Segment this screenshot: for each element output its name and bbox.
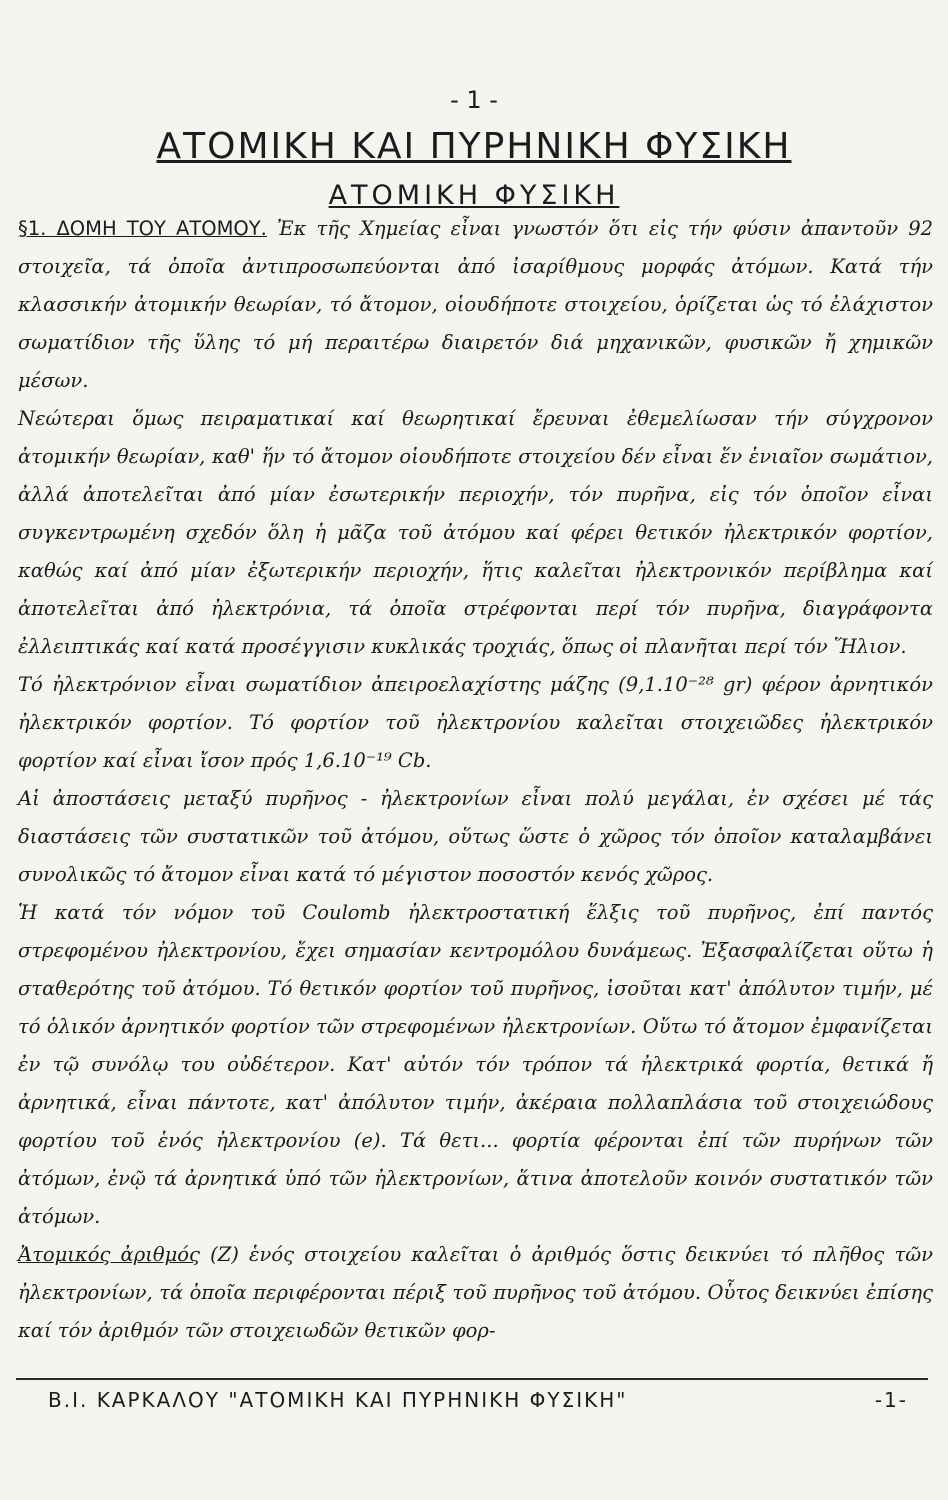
paragraph-2: Νεώτεραι ὅμως πειραματικαί καί θεωρητικαί ἔρευναι ἐθεμελίωσαν τήν σύγχρονον ἀτομικήν θεωρίαν, καθ' ἥν τό ἄτομον οἱουδήποτε στοιχείου δέν εἶναι ἕν ἑνιαῖον σωμάτιον, ἀλλά ἀποτελεῖται ἀπό μίαν ἐσωτερικήν περιοχήν, τόν πυρῆνα, εἰς τόν ὁποῖον εἶναι συγκεντρωμένη σχεδόν ὅλη ἡ μᾶζα τοῦ ἀτόμου καί φέρει θετικόν ἠλεκτρικόν φορτίον, καθώς καί ἀπό μίαν ἐξωτερικήν περιοχήν, ἥτις καλεῖται ἠλεκτρονικόν περίβλημα καί ἀποτελεῖται ἀπό ἠλεκτρόνια, τά ὁποῖα στρέφονται περί τόν πυρῆνα, διαγράφοντα ἐλλειπτικάς καί κατά προσέγγισιν κυκλικάς τροχιάς, ὅπως οἱ πλανῆται περί τόν Ἥλιον. — [18, 407, 933, 659]
footer — [48, 1388, 908, 1412]
body-text — [18, 210, 933, 1350]
page-title: ΑΤΟΜΙΚΗ ΚΑΙ ΠΥΡΗΝΙΚΗ ΦΥΣΙΚΗ — [156, 126, 792, 167]
paragraph-5: Ἡ κατά τόν νόμον τοῦ Coulomb ἠλεκτροστατική ἕλξις τοῦ πυρῆνος, ἐπί παντός στρεφομένου ἠλεκτρονίου, ἔχει σημασίαν κεντρομόλου δυνάμεως. Ἐξασφαλίζεται οὕτω ἡ σταθερότης τοῦ ἀτόμου. Τό θετικόν φορτίον τοῦ πυρῆνος, ἰσοῦται κατ' ἀπόλυτον τιμήν, μέ τό ὁλικόν ἀρνητικόν φορτίον τῶν στρεφομένων ἠλεκτρονίων. Οὕτω τό ἄτομον ἐμφανίζεται ἐν τῷ συνόλῳ του οὐδέτερον. Κατ' αὐτόν τόν τρόπον τά ἠλεκτρικά φορτία, θετικά ἤ ἀρνητικά, εἶναι πάντοτε, κατ' ἀπόλυτον τιμήν, ἀκέραια πολλαπλάσια τοῦ στοιχειώδους φορτίου τοῦ ἑνός ἠλεκτρονίου (e). Τά θετι... φορτία φέρονται ἐπί τῶν πυρήνων τῶν ἀτόμων, ἐνῷ τά ἀρνητικά ὑπό τῶν ἠλεκτρονίων, ἅτινα ἀποτελοῦν κοινόν συστατικόν τῶν ἀτόμων. — [18, 901, 933, 1229]
paragraph-4: Αἱ ἀποστάσεις μεταξύ πυρῆνος - ἠλεκτρονίων εἶναι πολύ μεγάλαι, ἐν σχέσει μέ τάς διαστάσεις τῶν συστατικῶν τοῦ ἀτόμου, οὕτως ὥστε ὁ χῶρος τόν ὁποῖον καταλαμβάνει συνολικῶς τό ἄτομον εἶναι κατά τό μέγιστον ποσοστόν κενός χῶρος. — [18, 787, 933, 887]
section-heading: §1. ΔΟΜΗ ΤΟΥ ΑΤΟΜΟΥ. — [18, 217, 267, 240]
paragraph-6-text: (Z) ἑνός στοιχείου καλεῖται ὁ ἀριθμός ὅστις δεικνύει τό πλῆθος τῶν ἠλεκτρονίων, τά ὁποῖα περιφέρονται πέριξ τοῦ πυρῆνος τοῦ ἀτόμου. Οὗτος δεικνύει ἐπίσης καί τόν ἀριθμόν τῶν στοιχειωδῶν θετικῶν φορ- — [18, 1243, 933, 1343]
footer-citation: Β.Ι. ΚΑΡΚΑΛΟΥ "ΑΤΟΜΙΚΗ ΚΑΙ ΠΥΡΗΝΙΚΗ ΦΥΣΙΚΗ" — [48, 1388, 628, 1412]
page-number: - 1 - — [450, 86, 498, 114]
paragraph-1 — [18, 210, 933, 400]
paragraph-1-text: Ἐκ τῆς Χημείας εἶναι γνωστόν ὅτι εἰς τήν φύσιν ἀπαντοῦν 92 στοιχεῖα, τά ὁποῖα ἀντιπροσωπεύονται ἀπό ἰσαρίθμους μορφάς ἀτόμων. Κατά τήν κλασσικήν ἀτομικήν θεωρίαν, τό ἄτομον, οἱουδήποτε στοιχείου, ὁρίζεται ὡς τό ἐλάχιστον σωματίδιον τῆς ὕλης τό μή περαιτέρω διαιρετόν διά μηχανικῶν, φυσικῶν ἤ χημικῶν μέσων. — [18, 217, 934, 393]
footer-page-number: -1- — [874, 1388, 908, 1412]
paragraph-3: Τό ἠλεκτρόνιον εἶναι σωματίδιον ἀπειροελαχίστης μάζης (9,1.10⁻²⁸ gr) φέρον ἀρνητικόν ἠλεκτρικόν φορτίον. Τό φορτίον τοῦ ἠλεκτρονίου καλεῖται στοιχειῶδες ἠλεκτρικόν φορτίον καί εἶναι ἴσον πρός 1,6.10⁻¹⁹ Cb. — [18, 673, 933, 773]
term-atomic-number: Ἀτομικός ἀριθμός — [18, 1243, 200, 1267]
footer-rule — [16, 1378, 928, 1380]
page-subtitle: ΑΤΟΜΙΚΗ ΦΥΣΙΚΗ — [328, 180, 620, 211]
paragraph-6 — [18, 1236, 933, 1350]
